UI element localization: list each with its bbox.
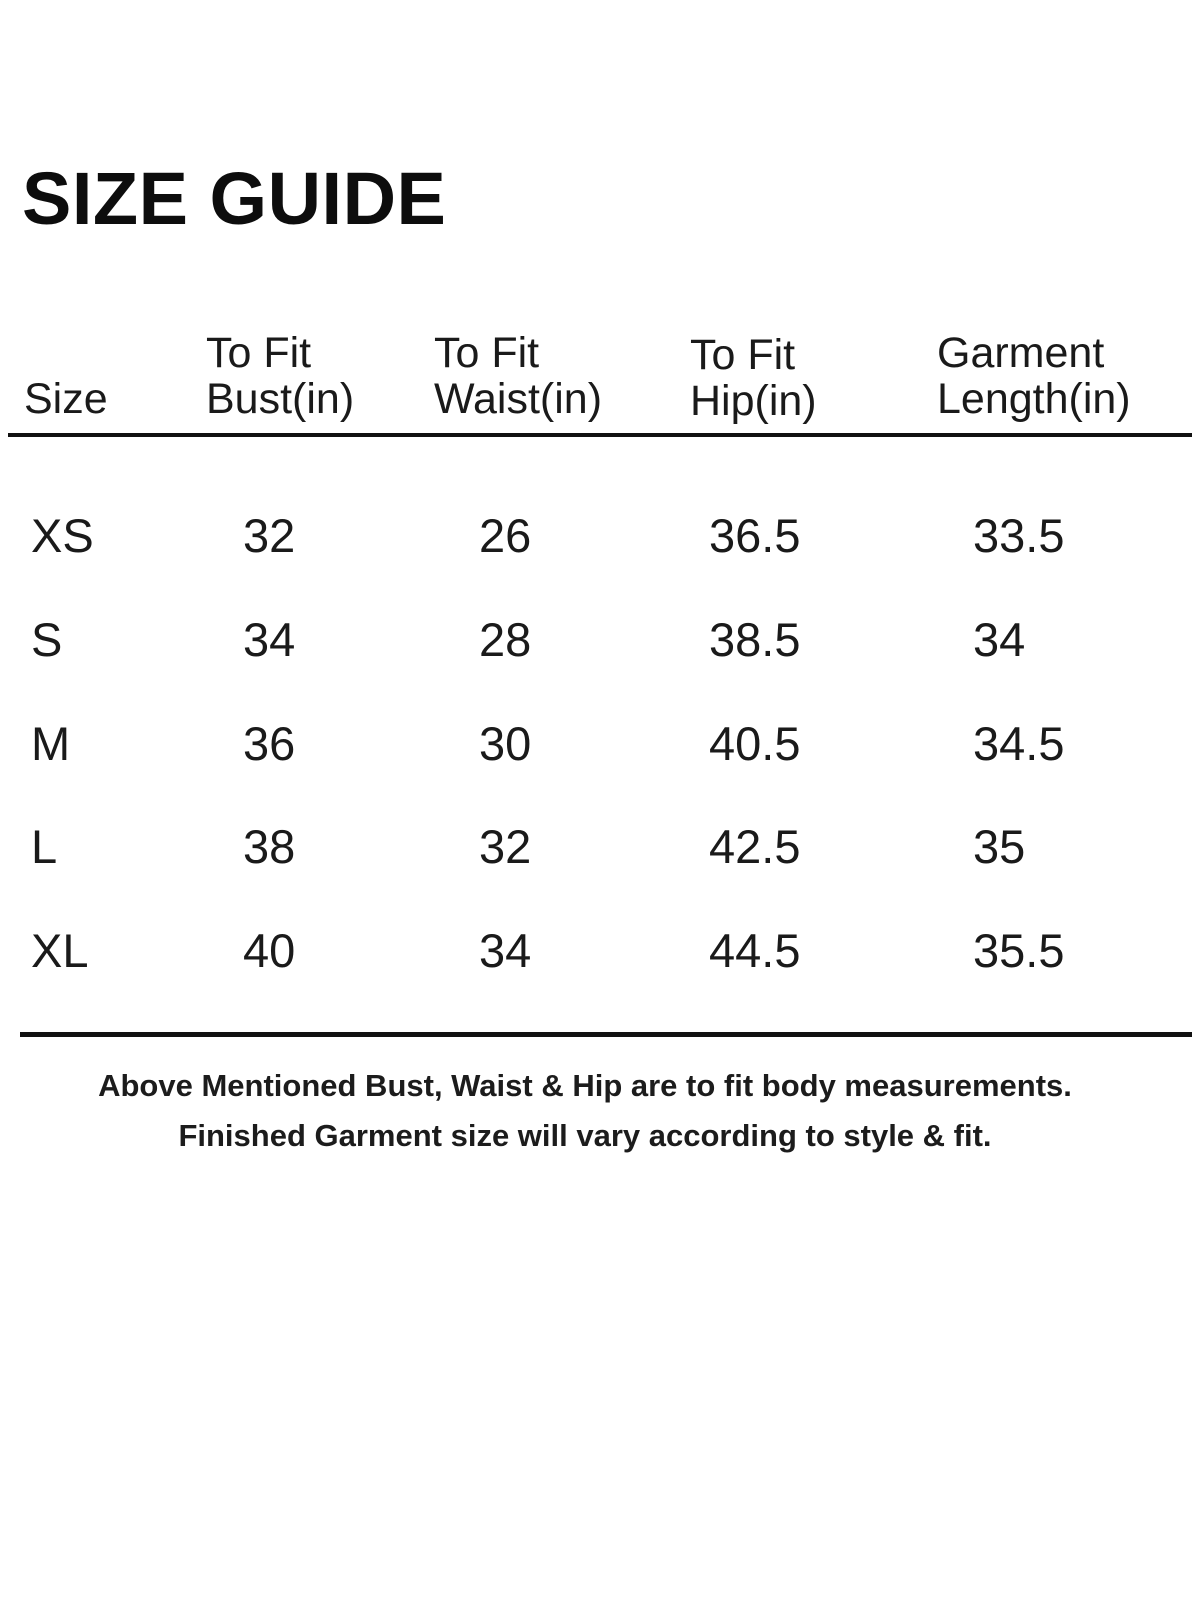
size-cell: S — [31, 613, 63, 666]
page-title: SIZE GUIDE — [22, 157, 447, 240]
bust-cell: 40 — [243, 924, 296, 977]
bust-cell: 36 — [243, 717, 296, 770]
column-header-length — [937, 330, 1131, 423]
size-cell: M — [31, 717, 71, 770]
column-header-line2: Length(in) — [937, 375, 1131, 424]
waist-cell: 30 — [479, 717, 532, 770]
column-header-line1: To Fit — [206, 329, 312, 377]
length-cell: 33.5 — [973, 509, 1065, 562]
column-header-line1 — [24, 330, 108, 376]
length-cell: 35.5 — [973, 924, 1065, 977]
column-header-line1: To Fit — [434, 329, 540, 377]
waist-cell: 28 — [479, 613, 532, 666]
hip-cell: 36.5 — [709, 509, 801, 562]
column-header-bust — [206, 330, 354, 423]
table-bottom-divider — [20, 1032, 1192, 1037]
length-cell: 34 — [973, 613, 1026, 666]
column-header-hip — [690, 332, 817, 425]
column-header-line2: Hip(in) — [690, 377, 817, 426]
header-divider — [8, 433, 1192, 437]
size-cell: L — [31, 820, 58, 873]
size-cell: XL — [31, 924, 89, 977]
column-header-line2: Size — [24, 375, 108, 424]
column-header-waist — [434, 330, 602, 423]
column-header-line2: Bust(in) — [206, 375, 355, 424]
hip-cell: 40.5 — [709, 717, 801, 770]
hip-cell: 44.5 — [709, 924, 801, 977]
column-header-line1: Garment — [937, 329, 1105, 377]
hip-cell: 42.5 — [709, 820, 801, 873]
column-header-line2: Waist(in) — [434, 375, 603, 424]
column-header-size — [24, 330, 108, 423]
length-cell: 35 — [973, 820, 1026, 873]
waist-cell: 32 — [479, 820, 532, 873]
bust-cell: 34 — [243, 613, 296, 666]
waist-cell: 34 — [479, 924, 532, 977]
size-cell: XS — [31, 509, 94, 562]
column-header-line1: To Fit — [690, 331, 796, 379]
measurement-note: Above Mentioned Bust, Waist & Hip are to fit body measurements. — [98, 1068, 1072, 1103]
bust-cell: 38 — [243, 820, 296, 873]
bust-cell: 32 — [243, 509, 296, 562]
waist-cell: 26 — [479, 509, 532, 562]
hip-cell: 38.5 — [709, 613, 801, 666]
length-cell: 34.5 — [973, 717, 1065, 770]
garment-note: Finished Garment size will vary according to style & fit. — [178, 1118, 992, 1153]
